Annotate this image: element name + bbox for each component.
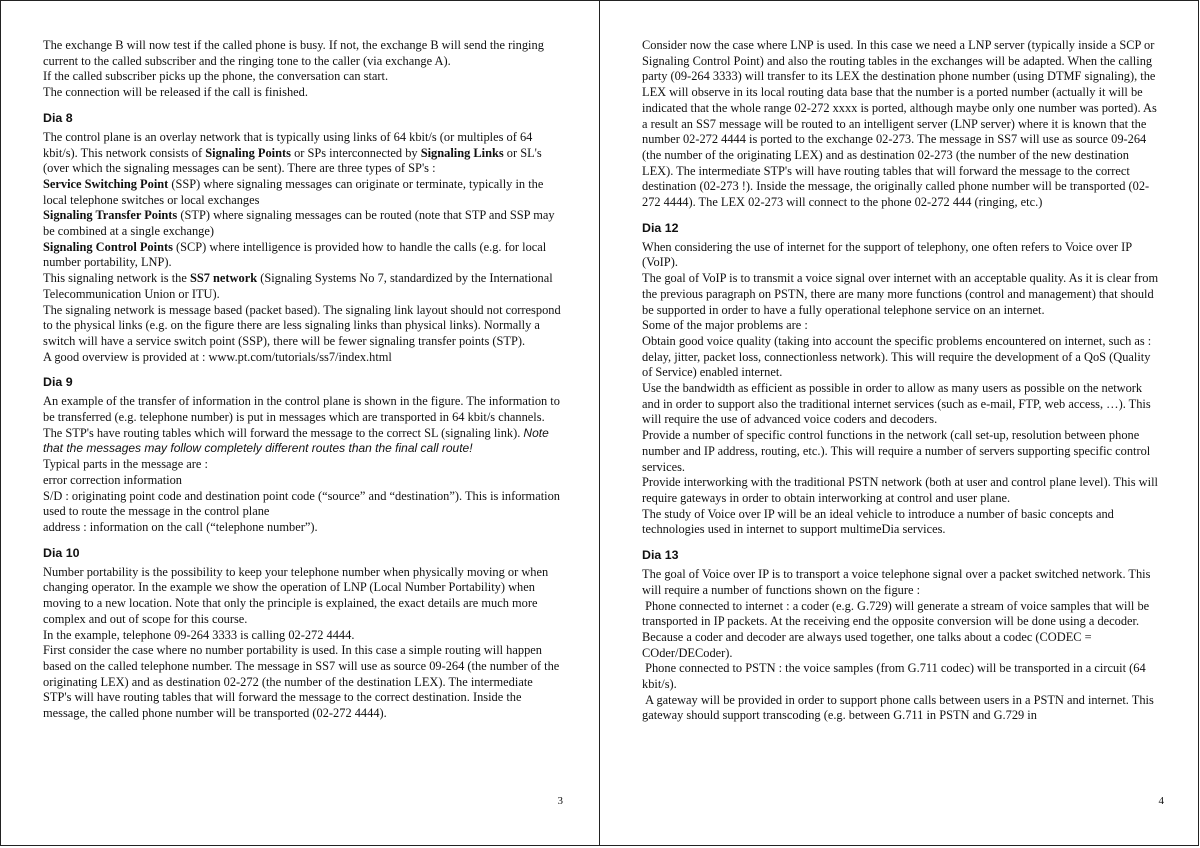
italic-note: Note that the messages may follow completely different routes than the final call route! [43,425,549,456]
text-span: An example of the transfer of information in the control plane is shown in the figure. The information to be transferred (e.g. telephone number) is put in messages which are transported in 64 kbit/s channels. The STP's have routing tables which will forward the message to the correct SL (signaling link). [43,394,560,440]
paragraph: When considering the use of internet for the support of telephony, one often refers to Voice over IP (VoIP). [642,239,1132,270]
paragraph [43,177,561,208]
section-heading-dia13: Dia 13 [642,548,679,563]
paragraph: A good overview is provided at : www.pt.com/tutorials/ss7/index.html [43,349,392,364]
section-heading-dia9: Dia 9 [43,375,73,390]
page-number: 4 [1158,795,1164,807]
paragraph: First consider the case where no number portability is used. In this case a simple routing will happen based on the called telephone number. The message in SS7 will use as source 09-264 (the number of the originating LEX) and as destination 02-272 (the number of the destination LEX). The intermediate STP's will have routing tables that will forward the message to the correct destination. Inside the message, the called phone number will be transported (02-272 4444). [43,643,560,721]
paragraph: Some of the major problems are : [642,318,808,333]
paragraph: If the called subscriber picks up the phone, the conversation can start. [43,69,389,84]
paragraph: Use the bandwidth as efficient as possible in order to allow as many users as possible on the network and in order to support also the traditional internet services (such as e-mail, FTP, web access, …). This will require the use of advanced voice coders and decoders. [642,381,1151,427]
paragraph: The signaling network is message based (packet based). The signaling link layout should not correspond to the physical links (e.g. on the figure there are less signaling links than physical links). Normally a switch will have a service switch point (SSP), there will be fewer signaling transfer points (STP). [43,302,561,348]
bold-term: Service Switching Point [43,176,169,191]
text-span: This signaling network is the [43,271,190,286]
paragraph: A gateway will be provided in order to support phone calls between users in a PSTN and internet. This gateway should support transcoding (e.g. between G.711 in PSTN and G.729 in [642,692,1154,723]
paragraph [43,394,561,457]
paragraph [43,208,561,239]
paragraph: The connection will be released if the call is finished. [43,85,308,100]
paragraph: address : information on the call (“telephone number”). [43,519,318,534]
paragraph: The study of Voice over IP will be an ideal vehicle to introduce a number of basic concepts and technologies used in internet to support multimeDia services. [642,506,1114,537]
paragraph: Number portability is the possibility to keep your telephone number when physically moving or when changing operator. In the example we show the operation of LNP (Local Number Portability) when moving to a new location. Note that only the principle is explained, the exact details are much more complex and out of scope for this course. [43,564,549,626]
page-3 [0,0,599,846]
paragraph: The exchange B will now test if the called phone is busy. If not, the exchange B will send the ringing current to the called subscriber and the ringing tone to the caller (via exchange A). [43,38,544,68]
text-span: (Signaling Systems No 7, standardized by the International Telecommunication Union or ITU). [43,271,553,301]
paragraph [43,240,561,271]
bold-term: Signaling Points [205,145,291,160]
paragraph: Phone connected to PSTN : the voice samples (from G.711 codec) will be transported in a circuit (64 kbit/s). [642,661,1146,692]
page-4-content [642,38,1160,724]
paragraph: Typical parts in the message are : [43,457,208,472]
bold-term: Signaling Control Points [43,239,173,254]
section-heading-dia10: Dia 10 [43,545,80,560]
paragraph: Phone connected to internet : a coder (e.g. G.729) will generate a stream of voice samples that will be transported in IP packets. At the receiving end the opposite conversion will be done using a decoder. Because a coder and decoder are always used together, one talks about a codec (CODEC = COder/DECoder). [642,598,1150,660]
text-span: (SSP) where signaling messages can originate or terminate, typically in the local telephone switches or local exchanges [43,176,544,207]
text-span: The control plane is an overlay network that is typically using links of 64 kbit/s (or multiples of 64 kbit/s). This network consists of [43,129,533,160]
text-span: (SCP) where intelligence is provided how to handle the calls (e.g. for local number portability, LNP). [43,239,547,270]
page-4 [599,0,1199,846]
paragraph [43,130,561,177]
section-heading-dia8: Dia 8 [43,110,73,125]
page-3-content [43,38,561,722]
paragraph: The goal of Voice over IP is to transport a voice telephone signal over a packet switched network. This will require a number of functions shown on the figure : [642,567,1151,597]
text-span: or SL's (over which the signaling messages can be sent). There are three types of SP's : [43,145,542,176]
bold-term: SS7 network [189,271,258,286]
paragraph: Consider now the case where LNP is used. In this case we need a LNP server (typically inside a SCP or Signaling Control Point) and also the routing tables in the exchanges will be adapted. When the calling party (09-264 3333) will transfer to its LEX the destination phone number (using DTMF signaling), the LEX will observe in its local routing data base that the number is a ported number (actually it will be indicated that the whole range 02-272 xxxx is ported, although maybe only one number was ported). As a result an SS7 message will be routed to an intelligent server (LNP server) where it is known that the number 02-272 4444 is ported to the exchange 02-273. The message in SS7 will use as source 09-264 (the number of the originating LEX) and as destination 02-273 (the number of the new destination LEX). The intermediate STP's will have routing tables that will forward the message to the correct destination (02-273 !). Inside the message, the originally called phone number will be transported (02-272 4444). The LEX 02-273 will connect to the phone 02-272 444 (ringing, etc.) [642,38,1157,210]
paragraph [43,271,561,302]
paragraph: S/D : originating point code and destination point code (“source” and “destination”). This is information used to route the message in the control plane [43,488,560,519]
bold-term: Signaling Transfer Points [43,208,178,223]
paragraph: Provide a number of specific control functions in the network (call set-up, resolution between phone number and IP address, routing, etc.). This will require a number of servers supporting specific control services. [642,428,1151,474]
text-span: (STP) where signaling messages can be routed (note that STP and SSP may be combined at a single exchange) [43,208,555,239]
paragraph: In the example, telephone 09-264 3333 is calling 02-272 4444. [43,627,355,642]
paragraph: Obtain good voice quality (taking into account the specific problems encountered on internet, such as : delay, jitter, packet loss, connectionless network). This will require the development of a QoS (Quality of Service) enabled internet. [642,333,1152,380]
page-number: 3 [557,795,563,807]
section-heading-dia12: Dia 12 [642,220,679,235]
paragraph: error correction information [43,472,182,487]
text-span: or SPs interconnected by [290,145,421,160]
bold-term: Signaling Links [420,145,504,160]
paragraph: Provide interworking with the traditional PSTN network (both at user and control plane level). This will require gateways in order to obtain interworking at control and user plane. [642,475,1158,505]
paragraph: The goal of VoIP is to transmit a voice signal over internet with an acceptable quality. As it is clear from the previous paragraph on PSTN, there are many more functions (control and management) that should be supported in order to have a fully operational telephone service on an internet. [642,271,1159,317]
